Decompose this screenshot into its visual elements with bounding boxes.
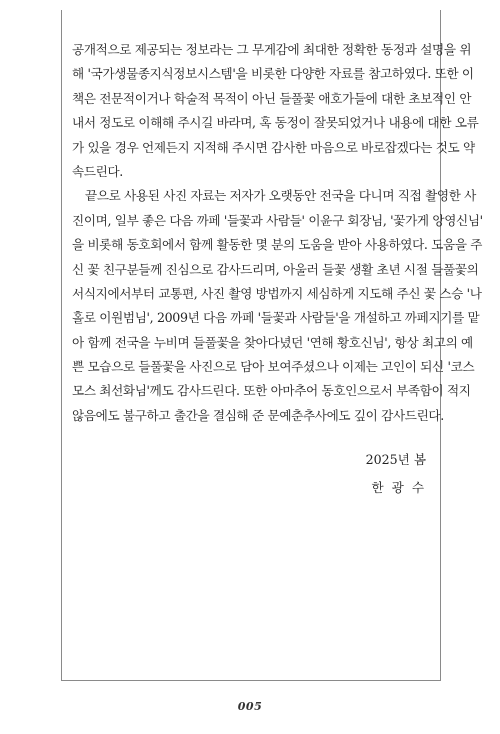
- text-line: 해 '국가생물종지식정보시스템'을 비롯한 다양한 자료를 참고하였다. 또한 이: [72, 66, 474, 82]
- signature-author: 한 광 수: [371, 480, 426, 495]
- paragraph-1: [72, 38, 479, 184]
- signature-date: 2025년 봄: [365, 452, 426, 467]
- text-line: 책은 전문적이거나 학술적 목적이 아닌 들풀꽃 애호가들에 대한 초보적인 안: [72, 90, 472, 106]
- text-line: 서식지에서부터 교통편, 사진 촬영 방법까지 세심하게 지도해 주신 꽃 스승 '나: [72, 285, 482, 301]
- preface-body: [72, 38, 483, 428]
- text-line: 모스 최선화님'께도 감사드린다. 또한 아마추어 동호인으로서 부족함이 적지: [72, 383, 471, 399]
- text-line: 속드린다.: [72, 163, 123, 179]
- text-line: 끝으로 사용된 사진 자료는 저자가 오랫동안 전국을 다니며 직접 촬영한 사: [85, 188, 476, 204]
- text-line: 쁜 모습으로 들풀꽃을 사진으로 담아 보여주셨으나 이제는 고인이 되신 '코스: [72, 359, 475, 375]
- text-line: 을 비롯해 동호회에서 함께 활동한 몇 분의 도움을 받아 사용하였다. 도움을 주: [72, 237, 483, 253]
- text-line: 않음에도 불구하고 출간을 결심해 준 문예춘추사에도 깊이 감사드린다.: [72, 407, 444, 423]
- text-line: 신 꽃 친구분들께 진심으로 감사드리며, 아울러 들꽃 생활 초년 시절 들풀꽃의: [72, 261, 479, 277]
- text-line: 가 있을 경우 언제든지 지적해 주시면 감사한 마음으로 바로잡겠다는 것도 약: [72, 139, 475, 155]
- text-line: 아 함께 전국을 누비며 들풀꽃을 찾아다녔던 '연해 황호신님', 항상 최고의 예: [72, 334, 473, 350]
- text-line: 내서 정도로 이해해 주시길 바라며, 혹 동정이 잘못되었거나 내용에 대한 오류: [72, 115, 479, 131]
- page-number: 005: [237, 700, 263, 713]
- paragraph-2: [72, 184, 483, 428]
- text-line: 진이며, 일부 좋은 다음 까페 '들꽃과 사람들' 이윤구 회장님, '꽃가게 앙영신님': [72, 212, 483, 228]
- text-line: 홀로 이원범님', 2009년 다음 까페 '들꽃과 사람들'을 개설하고 까페지기를 맡: [72, 310, 480, 326]
- text-line: 공개적으로 제공되는 정보라는 그 무게감에 최대한 정확한 동정과 설명을 위: [72, 42, 472, 57]
